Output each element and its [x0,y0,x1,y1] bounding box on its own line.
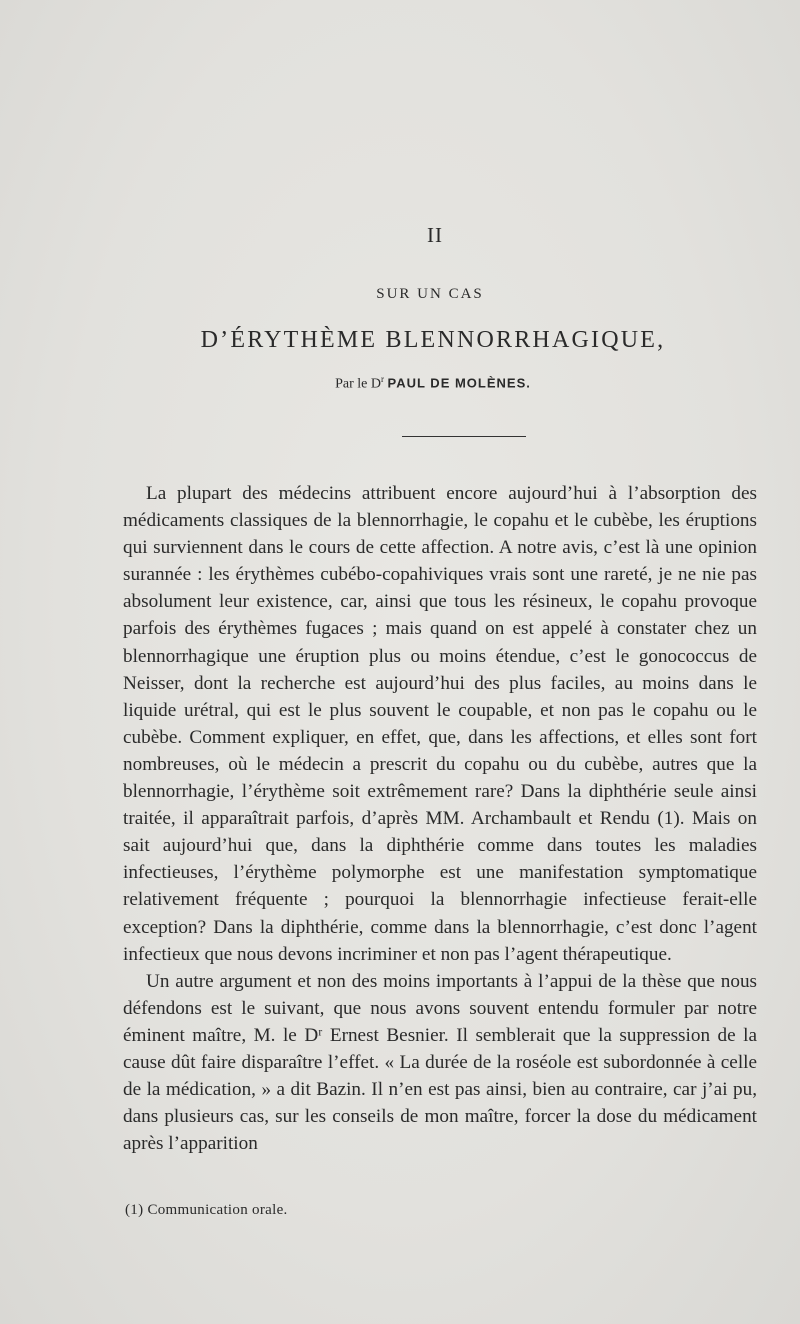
title-divider [402,436,526,437]
author-byline [0,374,800,393]
article-body [123,480,757,1157]
byline-superscript: r [381,374,384,384]
article-title-line-2: D’ÉRYTHÈME BLENNORRHAGIQUE, [200,327,666,353]
section-numeral: II [427,223,443,247]
body-paragraph: Un autre argument et non des moins importants à l’appui de la thèse que nous défendons est le suivant, que nous avons souvent entendu formuler par notre éminent maître, M. le Dʳ Ernest Besnier. Il semblerait que la suppression de la cause dût faire disparaître l’effet. « La durée de la roséole est subordonnée à celle de la médication, » a dit Bazin. Il n’en est pas ainsi, bien au contraire, car j’ai pu, dans plusieurs cas, sur les conseils de mon maître, forcer la dose du médicament après l’apparition [123,970,757,1155]
body-paragraph: La plupart des médecins attribuent encore aujourd’hui à l’absorption des médicaments classiques de la blennorrhagie, le copahu et le cubèbe, les éruptions qui surviennent dans le cours de cette affection. A notre avis, c’est là une opinion surannée : les érythèmes cubébo-copahiviques vrais sont une rareté, je ne nie pas absolument leur existence, car, ainsi que tous les résineux, le copahu provoque parfois des érythèmes fugaces ; mais quand on est appelé à constater chez un blennorrhagique une éruption plus ou moins étendue, c’est le gonococcus de Neisser, dont la recherche est aujourd’hui des plus faciles, au moins dans le liquide urétral, qui est le plus souvent le coupable, et non pas le copahu ou le cubèbe. Comment expliquer, en effet, que, dans les affections, et elles sont fort nombreuses, où le médecin a prescrit du copahu ou du cubèbe, autres que la blennorrhagie, l’érythème soit extrêmement rare? Dans la diphthérie seule ainsi traitée, il apparaîtrait parfois, d’après MM. Archambault et Rendu (1). Mais on sait aujourd’hui que, dans la diphthérie comme dans toutes les maladies infectieuses, l’érythème polymorphe est une manifestation symptomatique relativement fréquente ; pourquoi la blennorrhagie infectieuse ferait-elle exception? Dans la diphthérie, comme dans la blennorrhagie, c’est donc l’agent infectieux que nous devons incriminer et non pas l’agent thérapeutique. [123,483,757,965]
footnote: (1) Communication orale. [125,1202,288,1218]
author-name: PAUL DE MOLÈNES. [387,375,531,391]
article-title-line-1: SUR UN CAS [376,286,484,302]
byline-prefix: Par le D [335,376,381,392]
